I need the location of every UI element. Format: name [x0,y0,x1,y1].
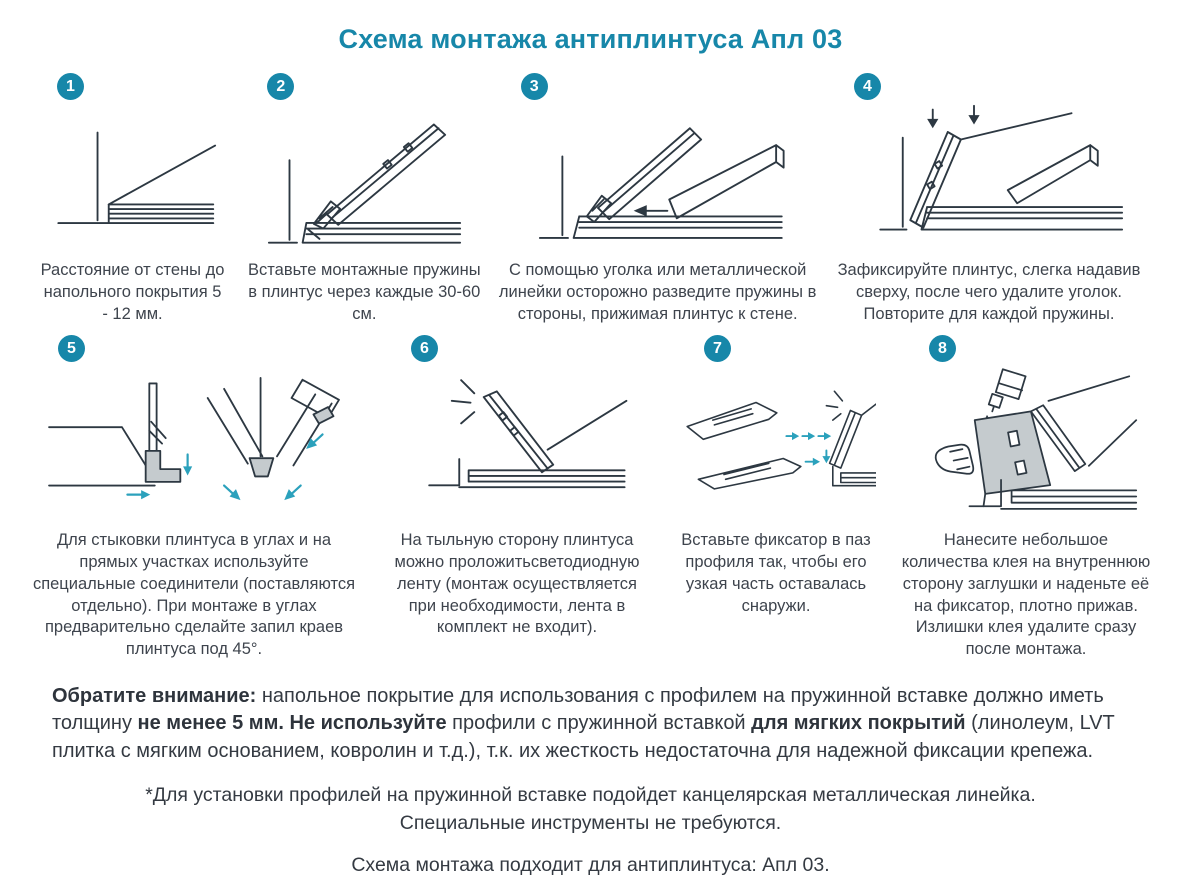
attention-bold-soft: для мягких покрытий [751,712,966,735]
attention-part1: напольное покрытие для использования с профилем на пружинной вставке должно иметь толщину [52,684,1104,735]
step-1-illustration [35,102,230,252]
step-7-illustration [676,364,876,522]
step-6-number-badge: 6 [411,335,438,362]
step-1-caption: Расстояние от стены до напольного покрытия 5 - 12 мм. [40,261,225,323]
footnote-line2: Специальные инструменты не требуются. [399,811,782,834]
step-6 [383,335,651,639]
step-8-caption: Нанесите небольшое количества клея на внутреннюю сторону заглушки и наденьте её на фиксатор, плотно прижав. Излишки клея удалите сразу после монтажа. [901,531,1151,659]
step-2-number-badge: 2 [267,73,294,100]
step-7-number-badge: 7 [704,335,731,362]
step-6-caption: На тыльную сторону плинтуса можно проложитьсветодиодную ленту (монтаж осуществляется при необходимости, лента в комплект не входит). [394,531,640,637]
step-5-caption: Для стыковки плинтуса в углах и на прямых участках используйте специальные соединители (поставляются отдельно). При монтаже в углах предварительно сделайте запил краев плинтуса под 45°. [32,531,356,659]
step-8-number-badge: 8 [929,335,956,362]
compatibility-line: Схема монтажа подходит для антиплинтуса: Апл 03. [351,854,830,877]
attention-part2: профили с пружинной вставкой [446,712,752,735]
wall-floor-gap-icon [38,112,228,252]
press-down-fix-icon [839,102,1139,252]
step-1 [35,73,230,325]
step-8-illustration [901,364,1151,522]
led-strip-icon [400,367,635,522]
step-5-number-badge: 5 [58,335,85,362]
step-4-caption: Зафиксируйте плинтус, слегка надавив сверху, после чего удалите уголок. Повторите для каждой пружины. [837,261,1141,323]
insert-springs-icon [257,102,472,252]
connectors-corner-icon [31,367,357,522]
step-7 [676,335,876,617]
step-7-caption: Вставьте фиксатор в паз профиля так, чтобы его узкая часть оставалась снаружи. [681,531,871,615]
attention-bold-thickness: не менее 5 мм. Не используйте [137,712,447,735]
step-5 [30,335,358,661]
steps-row-2 [0,335,1181,661]
step-2 [245,73,483,325]
step-1-number-badge: 1 [57,73,84,100]
attention-part3: (линолеум, LVT плитка с мягким основанием, ковролин и т.д.), т.к. их жесткость недостаточна для надежной фиксации крепежа. [52,712,1115,763]
ruler-spread-springs-icon [523,102,793,252]
step-3-number-badge: 3 [521,73,548,100]
step-3 [499,73,817,325]
step-4-number-badge: 4 [854,73,881,100]
glue-end-cap-icon [904,364,1149,522]
attention-bold-lead: Обратите внимание: [52,684,257,707]
attention-note [52,683,1129,766]
step-2-caption: Вставьте монтажные пружины в плинтус через каждые 30-60 см. [248,261,481,323]
fixator-wedges-icon [676,367,876,522]
page-title: Схема монтажа антиплинтуса Апл 03 [338,24,843,54]
steps-row-1 [0,73,1181,325]
step-4 [832,73,1146,325]
ruler-footnote [0,781,1181,838]
step-5-illustration [30,364,358,522]
step-3-caption: С помощью уголка или металлической линейки осторожно разведите пружины в стороны, прижимая плинтус к стене. [498,261,817,323]
step-2-illustration [245,102,483,252]
footnote-line1: *Для установки профилей на пружинной вставке подойдет канцелярская металлическая линейка. [145,783,1036,806]
step-3-illustration [499,102,817,252]
step-6-illustration [383,364,651,522]
step-4-illustration [832,102,1146,252]
step-8 [901,335,1151,661]
